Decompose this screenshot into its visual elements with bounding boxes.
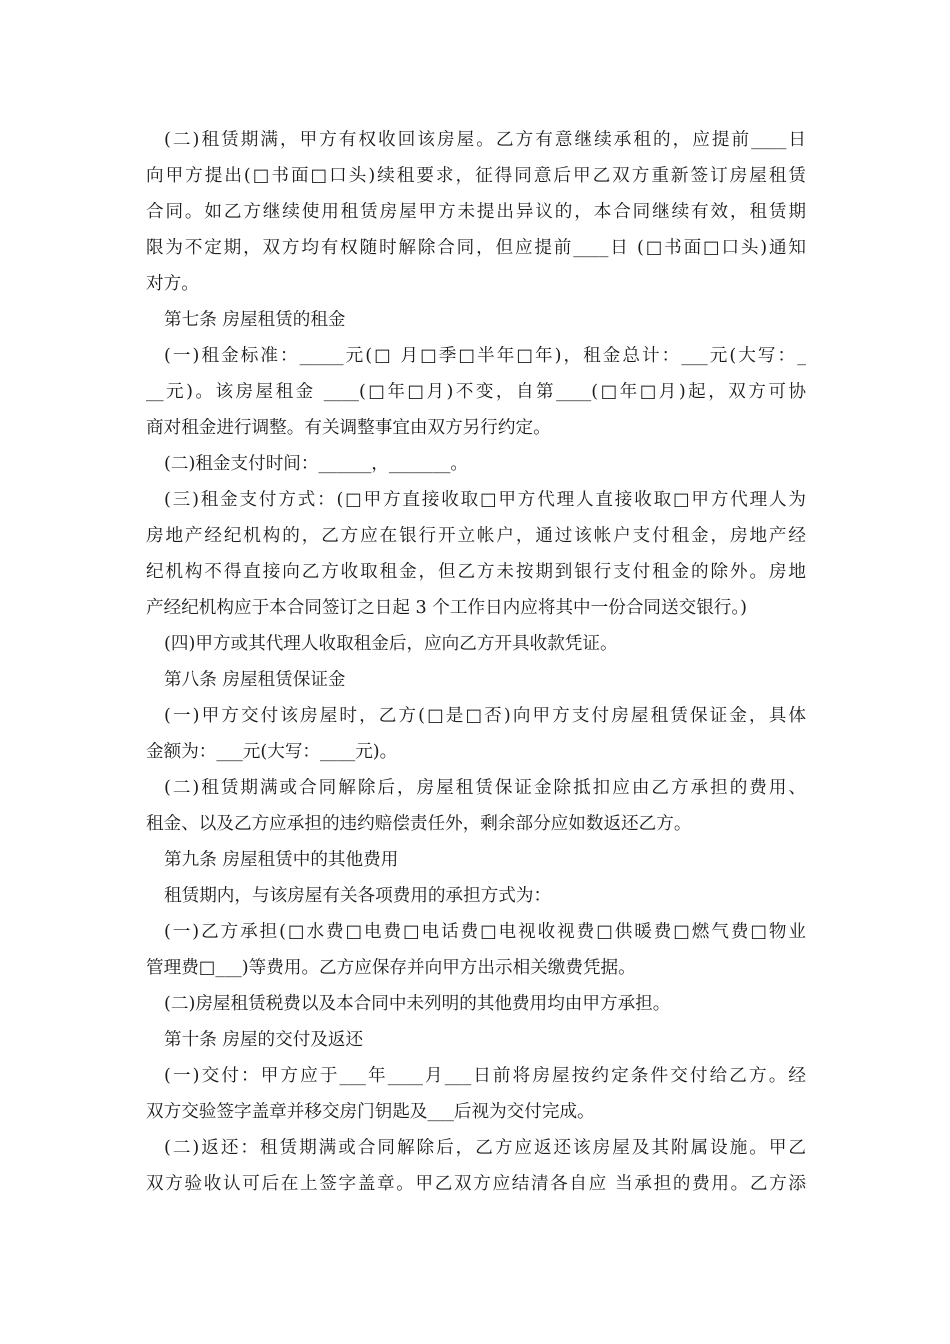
text-line: 限为不定期，双方均有权随时解除合同，但应提前____日 (□书面□口头)通知	[146, 238, 806, 258]
text-line: 商对租金进行调整。有关调整事宜由双方另行约定。	[146, 418, 551, 438]
text-line: 第九条 房屋租赁中的其他费用	[164, 850, 399, 870]
text-line: (二)房屋租赁税费以及本合同中未列明的其他费用均由甲方承担。	[164, 994, 671, 1014]
text-line: (三)租金支付方式：(□甲方直接收取□甲方代理人直接收取□甲方代理人为	[164, 490, 806, 510]
text-line: 第八条 房屋租赁保证金	[164, 670, 346, 690]
contract-text-body	[146, 122, 806, 1202]
text-line: 管理费□___)等费用。乙方应保存并向甲方出示相关缴费凭据。	[146, 958, 636, 978]
text-line: 房地产经纪机构的，乙方应在银行开立帐户，通过该帐户支付租金，房地产经	[146, 526, 806, 546]
text-line: (一)甲方交付该房屋时，乙方(□是□否)向甲方支付房屋租赁保证金，具体	[164, 706, 806, 726]
text-line: (二)租赁期满或合同解除后，房屋租赁保证金除抵扣应由乙方承担的费用、	[164, 778, 806, 798]
text-line: 对方。	[146, 274, 199, 294]
text-line: 双方交验签字盖章并移交房门钥匙及___后视为交付完成。	[146, 1102, 595, 1122]
text-line: (二)租赁期满，甲方有权收回该房屋。乙方有意继续承租的，应提前____日	[164, 130, 806, 150]
text-line: (一)乙方承担(□水费□电费□电话费□电视收视费□供暖费□燃气费□物业	[164, 922, 806, 942]
text-line: 产经纪机构应于本合同签订之日起 3 个工作日内应将其中一份合同送交银行。)	[146, 598, 748, 618]
text-line: 纪机构不得直接向乙方收取租金，但乙方未按期到银行支付租金的除外。房地	[146, 562, 806, 582]
text-line: (一)交付：甲方应于___年____月___日前将房屋按约定条件交付给乙方。经	[164, 1066, 806, 1086]
text-line: (一)租金标准：_____元(□ 月□季□半年□年)，租金总计：___元(大写：_	[164, 346, 806, 366]
text-line: 向甲方提出(□书面□口头)续租要求，征得同意后甲乙双方重新签订房屋租赁	[146, 166, 806, 186]
text-line: 双方验收认可后在上签字盖章。甲乙双方应结清各自应 当承担的费用。乙方添	[146, 1174, 806, 1194]
text-line: 合同。如乙方继续使用租赁房屋甲方未提出异议的，本合同继续有效，租赁期	[146, 202, 806, 222]
text-line: __元)。该房屋租金 ____(□年□月)不变，自第____(□年□月)起，双方可协	[146, 382, 806, 402]
text-line: 第十条 房屋的交付及返还	[164, 1030, 364, 1050]
text-line: (四)甲方或其代理人收取租金后，应向乙方开具收款凭证。	[164, 634, 618, 654]
text-line: 第七条 房屋租赁的租金	[164, 310, 346, 330]
text-line: (二)返还：租赁期满或合同解除后，乙方应返还该房屋及其附属设施。甲乙	[164, 1138, 806, 1158]
text-line: 租金、以及乙方应承担的违约赔偿责任外，剩余部分应如数返还乙方。	[146, 814, 692, 834]
text-line: 金额为：___元(大写：____元)。	[146, 742, 398, 762]
text-line: (二)租金支付时间：______，_______。	[164, 454, 469, 474]
text-line: 租赁期内，与该房屋有关各项费用的承担方式为：	[164, 886, 552, 906]
